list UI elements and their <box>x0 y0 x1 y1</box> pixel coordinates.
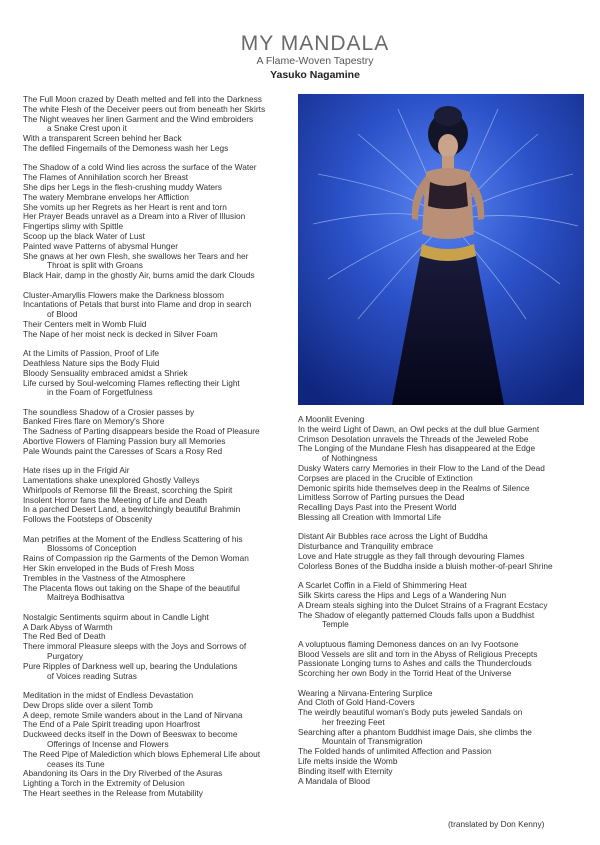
poem-line: The End of a Pale Spirit treading upon Hoarfrost <box>23 719 201 730</box>
poem-right-column <box>298 415 583 796</box>
poem-stanza <box>23 95 298 154</box>
poem-line: in the Foam of Forgetfulness <box>47 387 153 398</box>
poem-line: The Full Moon crazed by Death melted and fell into the Darkness <box>23 94 262 104</box>
poem-line: Bloody Sensuality embraced amidst a Shriek <box>23 367 188 378</box>
poem-stanza <box>23 613 298 682</box>
poem-line: Cluster-Amaryllis Flowers make the Darkness blossom <box>23 289 225 300</box>
poem-line: Binding itself with Eternity <box>298 765 393 776</box>
poem-line: The Shadow of a cold Wind lies across the surface of the Water <box>23 162 257 173</box>
poem-line: The Folded hands of unlimited Affection and Passion <box>298 746 492 757</box>
translator-credit: (translated by Don Kenny) <box>448 819 545 829</box>
poem-line: There immoral Pleasure sleeps with the Joys and Sorrows of <box>23 641 247 652</box>
poem-line: With a transparent Screen behind her Back <box>23 133 182 144</box>
poem-line: ceases its Tune <box>47 758 105 769</box>
poem-line: Dew Drops slide over a silent Tomb <box>23 699 153 710</box>
poem-left-column <box>23 95 298 808</box>
poem-line: Abandoning its Oars in the Dry Riverbed of the Asuras <box>23 768 223 779</box>
poem-line: Love and Hate struggle as they fall through devouring Flames <box>298 550 525 561</box>
poem-line: Insolent Horror fans the Meeting of Life and Death <box>23 494 208 505</box>
poem-line: Hate rises up in the Frigid Air <box>23 465 130 476</box>
poem-line: The Night weaves her linen Garment and the Wind embroiders <box>23 113 254 124</box>
poem-line: Passionate Longing turns to Ashes and calls the Thunderclouds <box>298 658 532 669</box>
poem-stanza <box>23 408 298 457</box>
poem-line: Man petrifies at the Moment of the Endless Scattering of his <box>23 533 243 544</box>
poem-line: Banked Fires flare on Memory's Shore <box>23 416 165 427</box>
poem-line: her freezing Feet <box>322 716 385 727</box>
poem-line: Whirlpools of Remorse fill the Breast, scorching the Spirit <box>23 484 233 495</box>
poem-line: Rains of Compassion rip the Garments of the Demon Woman <box>23 553 249 564</box>
poem-line: The Heart seethes in the Release from Mutability <box>23 787 203 798</box>
poem-stanza <box>298 581 583 630</box>
poem-line: Demonic spirits hide themselves deep in the Realms of Silence <box>298 482 530 493</box>
poem-line: The Placenta flows out taking on the Shape of the beautiful <box>23 582 240 593</box>
poem-line: Pale Wounds paint the Caresses of Scars a Rosy Red <box>23 445 223 456</box>
poem-line: Abortive Flowers of Flaming Passion bury all Memories <box>23 436 226 447</box>
poem-line: Scorching her own Body in the Torrid Heat of the Universe <box>298 668 512 679</box>
poem-stanza <box>23 291 298 340</box>
poem-line: In a parched Desert Land, a bewitchingly beautiful Brahmin <box>23 504 241 515</box>
poem-line: A deep, remote Smile wanders about in the Land of Nirvana <box>23 709 243 720</box>
poem-line: Follows the Footsteps of Obscenity <box>23 514 153 525</box>
poem-line: Fingertips slimy with Spittle <box>23 221 124 232</box>
poem-line: A Dream steals sighing into the Dulcet Strains of a Fragrant Ecstacy <box>298 599 548 610</box>
poem-line: of Voices reading Sutras <box>47 670 137 681</box>
poem-line: The Longing of the Mundane Flesh has disappeared at the Edge <box>298 443 536 454</box>
poem-line: She gnaws at her own Flesh, she swallows her Tears and her <box>23 250 249 261</box>
poem-line: Lighting a Torch in the Extremity of Delusion <box>23 778 185 789</box>
poem-line: A voluptuous flaming Demoness dances on an Ivy Footsone <box>298 638 519 649</box>
poem-line: Trembles in the Vastness of the Atmosphere <box>23 572 186 583</box>
poem-line: The Flames of Annihilation scorch her Breast <box>23 172 189 183</box>
poem-line: The Reed Pipe of Malediction which blows Ephemeral Life about <box>23 748 261 759</box>
poem-line: Blood Vessels are slit and torn in the Abyss of Religious Precepts <box>298 648 538 659</box>
poem-line: Life melts inside the Womb <box>298 756 398 767</box>
poem-line: Disturbance and Tranquility embrace <box>298 541 434 552</box>
poem-line: The defiled Fingernails of the Demoness wash her Legs <box>23 142 229 153</box>
poem-line: Incantations of Petals that burst into Flame and drop in search <box>23 299 252 310</box>
poem-line: Offerings of Incense and Flowers <box>47 738 169 749</box>
poem-line: of Blood <box>47 309 78 320</box>
dancer-photo <box>298 94 584 405</box>
poem-line: Life cursed by Soul-welcoming Flames reflecting their Light <box>23 377 240 388</box>
poem-stanza <box>23 691 298 799</box>
poem-line: Pure Ripples of Darkness well up, bearing the Undulations <box>23 660 238 671</box>
poem-line: Maitreya Bodhisattva <box>47 592 125 603</box>
poem-line: Scoop up the black Water of Lust <box>23 230 145 241</box>
poem-line: The white Flesh of the Deceiver peers out from beneath her Skirts <box>23 103 266 114</box>
poem-line: The weirdly beautiful woman's Body puts jeweled Sandals on <box>298 707 523 718</box>
poem-line: A Scarlet Coffin in a Field of Shimmering Heat <box>298 580 467 591</box>
poem-line: Duckweed decks itself in the Down of Beeswax to become <box>23 729 238 740</box>
poem-line: The watery Membrane envelops her Affliction <box>23 191 189 202</box>
poem-line: Throat is split with Groans <box>47 260 143 271</box>
poem-line: Distant Air Bubbles race across the Light of Buddha <box>298 531 488 542</box>
author-name: Yasuko Nagamine <box>270 69 360 81</box>
poem-line: Dusky Waters carry Memories in their Flow to the Land of the Dead <box>298 462 545 473</box>
poem-stanza <box>298 640 583 679</box>
poem-line: Nostalgic Sentiments squirm about in Candle Light <box>23 611 209 622</box>
poem-line: She vomits up her Regrets as her Heart is rent and torn <box>23 201 227 212</box>
poem-line: A Mandala of Blood <box>298 775 370 786</box>
poem-line: Mountain of Transmigration <box>322 736 423 747</box>
poem-stanza <box>298 532 583 571</box>
poem-line: Purgatory <box>47 651 83 661</box>
poem-line: Deathless Nature sips the Body Fluid <box>23 357 160 368</box>
poem-line: She dips her Legs in the flesh-crushing muddy Waters <box>23 181 222 192</box>
poem-stanza <box>23 466 298 525</box>
poem-line: Painted wave Patterns of abysmal Hunger <box>23 240 178 251</box>
poem-line: The soundless Shadow of a Crosier passes by <box>23 406 195 417</box>
poem-line: Crimson Desolation unravels the Threads of the Jeweled Robe <box>298 433 529 444</box>
poem-line: The Red Bed of Death <box>23 631 106 642</box>
page-title: MY MANDALA <box>240 32 390 55</box>
poem-line: Recalling Days Past into the Present World <box>298 502 457 513</box>
poem-stanza <box>298 689 583 787</box>
poem-line: Black Hair, damp in the ghostly Air, burns amid the dark Clouds <box>23 270 255 281</box>
poem-line: The Sadness of Parting disappears beside the Road of Pleasure <box>23 426 260 437</box>
poem-line: Wearing a Nirvana-Entering Surplice <box>298 687 433 698</box>
poem-line: At the Limits of Passion, Proof of Life <box>23 348 160 359</box>
poem-line: Her Prayer Beads unravel as a Dream into a River of Illusion <box>23 211 246 222</box>
poem-stanza <box>23 163 298 281</box>
poem-line: a Snake Crest upon it <box>47 123 127 134</box>
page-subtitle: A Flame-Woven Tapestry <box>256 55 374 67</box>
poem-line: Limitless Sorrow of Parting pursues the Dead <box>298 492 465 503</box>
poem-line: Searching after a phantom Buddhist image Dais, she climbs the <box>298 726 532 737</box>
poem-line: Her Skin enveloped in the Buds of Fresh Moss <box>23 563 195 574</box>
poem-line: of Nothingness <box>322 453 378 464</box>
poem-line: Lamentations shake unexplored Ghostly Valleys <box>23 475 200 486</box>
poem-stanza <box>298 415 583 523</box>
poem-stanza <box>23 349 298 398</box>
poem-line: Blossoms of Conception <box>47 543 137 554</box>
poem-line: Silk Skirts caress the Hips and Legs of a Wandering Nun <box>298 589 507 600</box>
poem-line: The Shadow of elegantly patterned Clouds falls upon a Buddhist <box>298 609 535 620</box>
poem-line: Blessing all Creation with Immortal Life <box>298 511 441 522</box>
poem-line: Temple <box>322 619 349 630</box>
poem-line: A Dark Abyss of Warmth <box>23 621 113 632</box>
poem-line: Meditation in the midst of Endless Devastation <box>23 689 194 700</box>
poem-line: Corpses are placed in the Crucible of Extinction <box>298 472 473 483</box>
poem-line: And Cloth of Gold Hand-Covers <box>298 697 415 708</box>
poem-stanza <box>23 535 298 604</box>
poem-line: Colorless Bones of the Buddha inside a bluish mother-of-pearl Shrine <box>298 560 553 571</box>
poem-line: The Nape of her moist neck is decked in Silver Foam <box>23 328 218 339</box>
poem-line: A Moonlit Evening <box>298 414 365 424</box>
poem-line: Their Centers melt in Womb Fluid <box>23 318 147 329</box>
poem-line: In the weird Light of Dawn, an Owl pecks at the dull blue Garment <box>298 423 540 434</box>
